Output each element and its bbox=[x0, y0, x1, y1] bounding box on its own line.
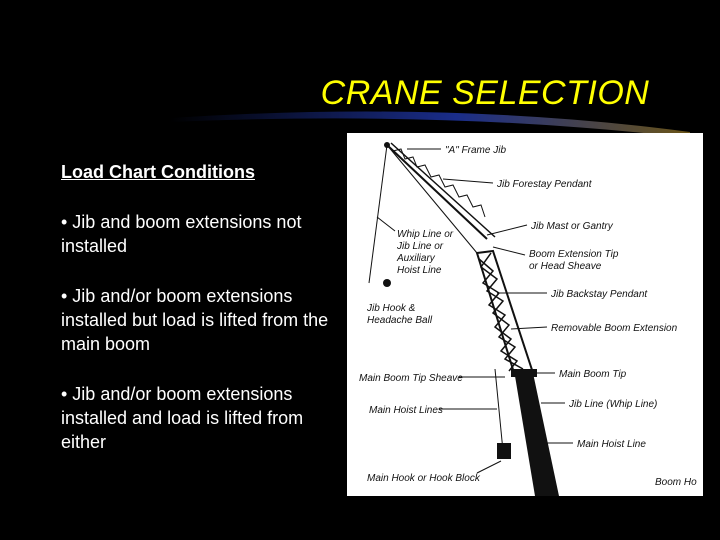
load-chart-conditions-heading: Load Chart Conditions bbox=[61, 162, 255, 182]
label-main-hoist-line: Main Hoist Line bbox=[577, 439, 646, 450]
label-boom-hoist: Boom Ho bbox=[655, 477, 697, 488]
jib-hook-ball bbox=[383, 279, 391, 287]
crane-diagram bbox=[347, 133, 703, 496]
label-main-hoist-lines: Main Hoist Lines bbox=[369, 405, 443, 416]
label-jib-hook: Jib Hook & bbox=[367, 303, 416, 314]
label-jib-line: Jib Line (Whip Line) bbox=[569, 399, 658, 410]
label-boom-ext-tip: Boom Extension Tip bbox=[529, 249, 619, 260]
label-main-hook: Main Hook or Hook Block bbox=[367, 473, 480, 484]
slide-body bbox=[61, 160, 346, 480]
label-jib-forestay: Jib Forestay Pendant bbox=[497, 179, 592, 190]
bullet-3: • Jib and/or boom extensions installed and load is lifted from either bbox=[61, 384, 304, 452]
label-removable-ext: Removable Boom Extension bbox=[551, 323, 678, 334]
label-main-tip-sheave: Main Boom Tip Sheave bbox=[359, 373, 463, 384]
bullet-2: • Jib and/or boom extensions installed but load is lifted from the main boom bbox=[61, 286, 329, 354]
label-main-boom-tip: Main Boom Tip bbox=[559, 369, 627, 380]
slide-title: CRANE SELECTION bbox=[320, 74, 650, 112]
bullet-1: • Jib and boom extensions not installed bbox=[61, 212, 302, 256]
label-boom-ext-tip-2: or Head Sheave bbox=[529, 261, 602, 272]
label-a-frame-jib: "A" Frame Jib bbox=[445, 145, 507, 156]
label-jib-mast: Jib Mast or Gantry bbox=[531, 221, 613, 232]
label-whip-line-4: Hoist Line bbox=[397, 265, 442, 276]
label-whip-line-3: Auxiliary bbox=[397, 253, 435, 264]
label-whip-line: Whip Line or bbox=[397, 229, 454, 240]
main-hook-block bbox=[497, 443, 511, 459]
label-whip-line-2: Jib Line or bbox=[397, 241, 444, 252]
label-jib-hook-2: Headache Ball bbox=[367, 315, 433, 326]
label-jib-backstay: Jib Backstay Pendant bbox=[551, 289, 648, 300]
